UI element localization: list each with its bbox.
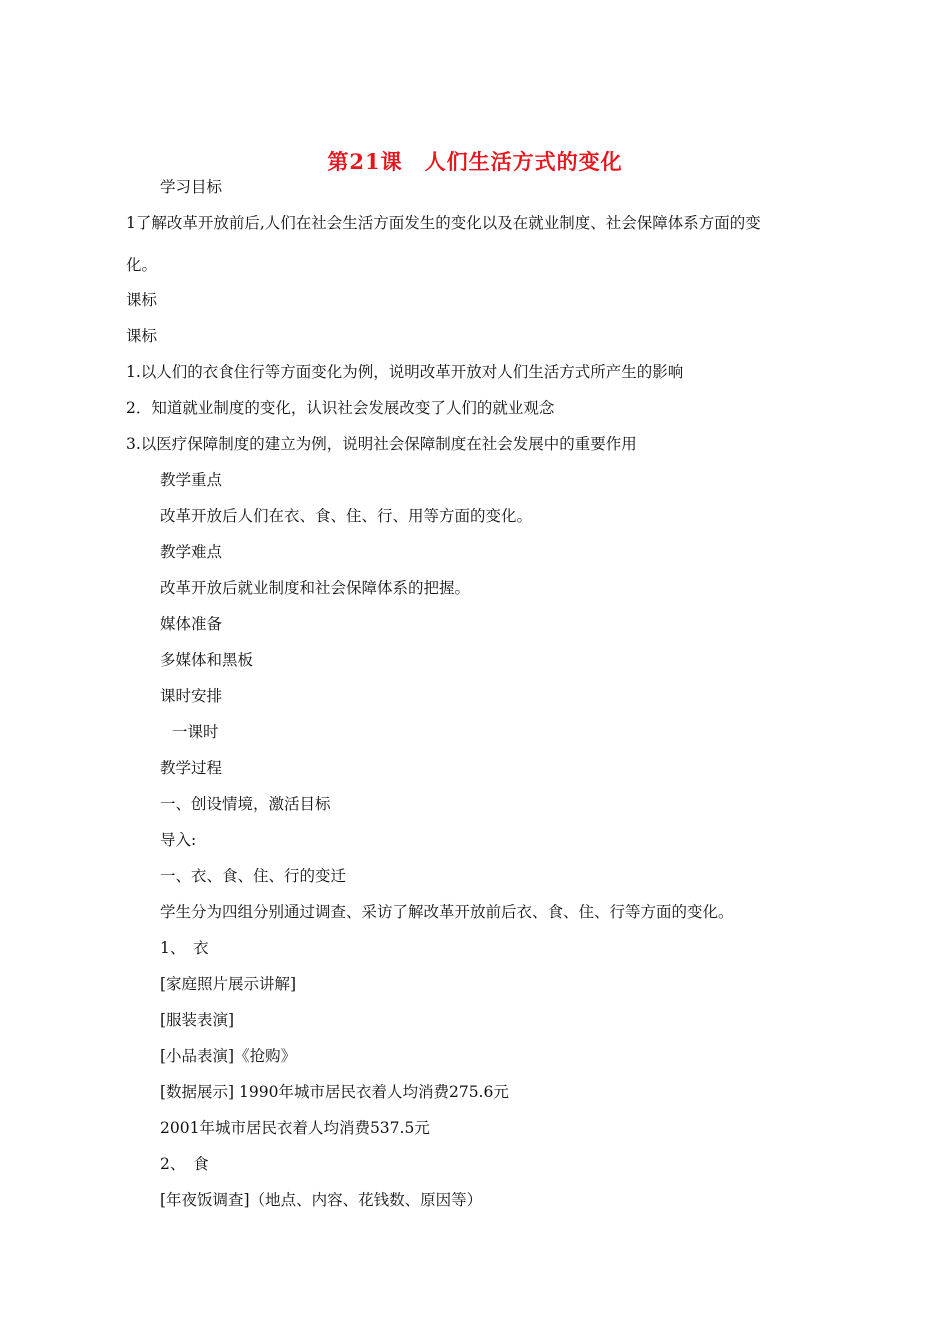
data-1990: [数据展示] 1990年城市居民衣着人均消费275.6元 — [160, 1083, 509, 1101]
data-2001: 2001年城市居民衣着人均消费537.5元 — [160, 1119, 430, 1137]
document-title: 第21课 人们生活方式的变化 — [327, 149, 623, 174]
section-1-text: 学生分为四组分别通过调查、采访了解改革开放前后衣、食、住、行等方面的变化。 — [160, 903, 734, 921]
curriculum-item-3: 3.以医疗保障制度的建立为例，说明社会保障制度在社会发展中的重要作用 — [126, 435, 637, 453]
heading-difficulties: 教学难点 — [160, 543, 223, 561]
heading-process: 教学过程 — [160, 759, 223, 777]
subsection-food: 2、 食 — [160, 1155, 209, 1173]
heading-learning-goals: 学习目标 — [160, 178, 223, 196]
heading-curriculum-2: 课标 — [126, 327, 158, 345]
activity-dinner-survey: [年夜饭调查]（地点、内容、花钱数、原因等） — [160, 1191, 483, 1209]
goal-line-1: 1了解改革开放前后,人们在社会生活方面发生的变化以及在就业制度、社会保障体系方面的变 — [126, 214, 761, 232]
process-step-1: 一、创设情境，激活目标 — [160, 795, 331, 813]
subsection-clothing: 1、 衣 — [160, 939, 209, 957]
curriculum-item-2: 2．知道就业制度的变化，认识社会发展改变了人们的就业观念 — [126, 399, 555, 417]
heading-media: 媒体准备 — [160, 615, 223, 633]
key-points-text: 改革开放后人们在衣、食、住、行、用等方面的变化。 — [160, 507, 533, 525]
difficulties-text: 改革开放后就业制度和社会保障体系的把握。 — [160, 579, 471, 597]
heading-schedule: 课时安排 — [160, 687, 223, 705]
curriculum-item-1: 1.以人们的衣食住行等方面变化为例，说明改革开放对人们生活方式所产生的影响 — [126, 363, 684, 381]
activity-fashion-show: [服装表演] — [160, 1011, 235, 1029]
schedule-text: 一课时 — [172, 723, 219, 741]
activity-photos: [家庭照片展示讲解] — [160, 975, 297, 993]
media-text: 多媒体和黑板 — [160, 651, 254, 669]
section-heading-1: 一、衣、食、住、行的变迁 — [160, 867, 347, 885]
heading-key-points: 教学重点 — [160, 471, 223, 489]
goal-line-1-cont: 化。 — [126, 256, 158, 274]
activity-skit: [小品表演]《抢购》 — [160, 1047, 297, 1065]
heading-curriculum: 课标 — [126, 291, 158, 309]
intro-label: 导入: — [160, 831, 197, 849]
